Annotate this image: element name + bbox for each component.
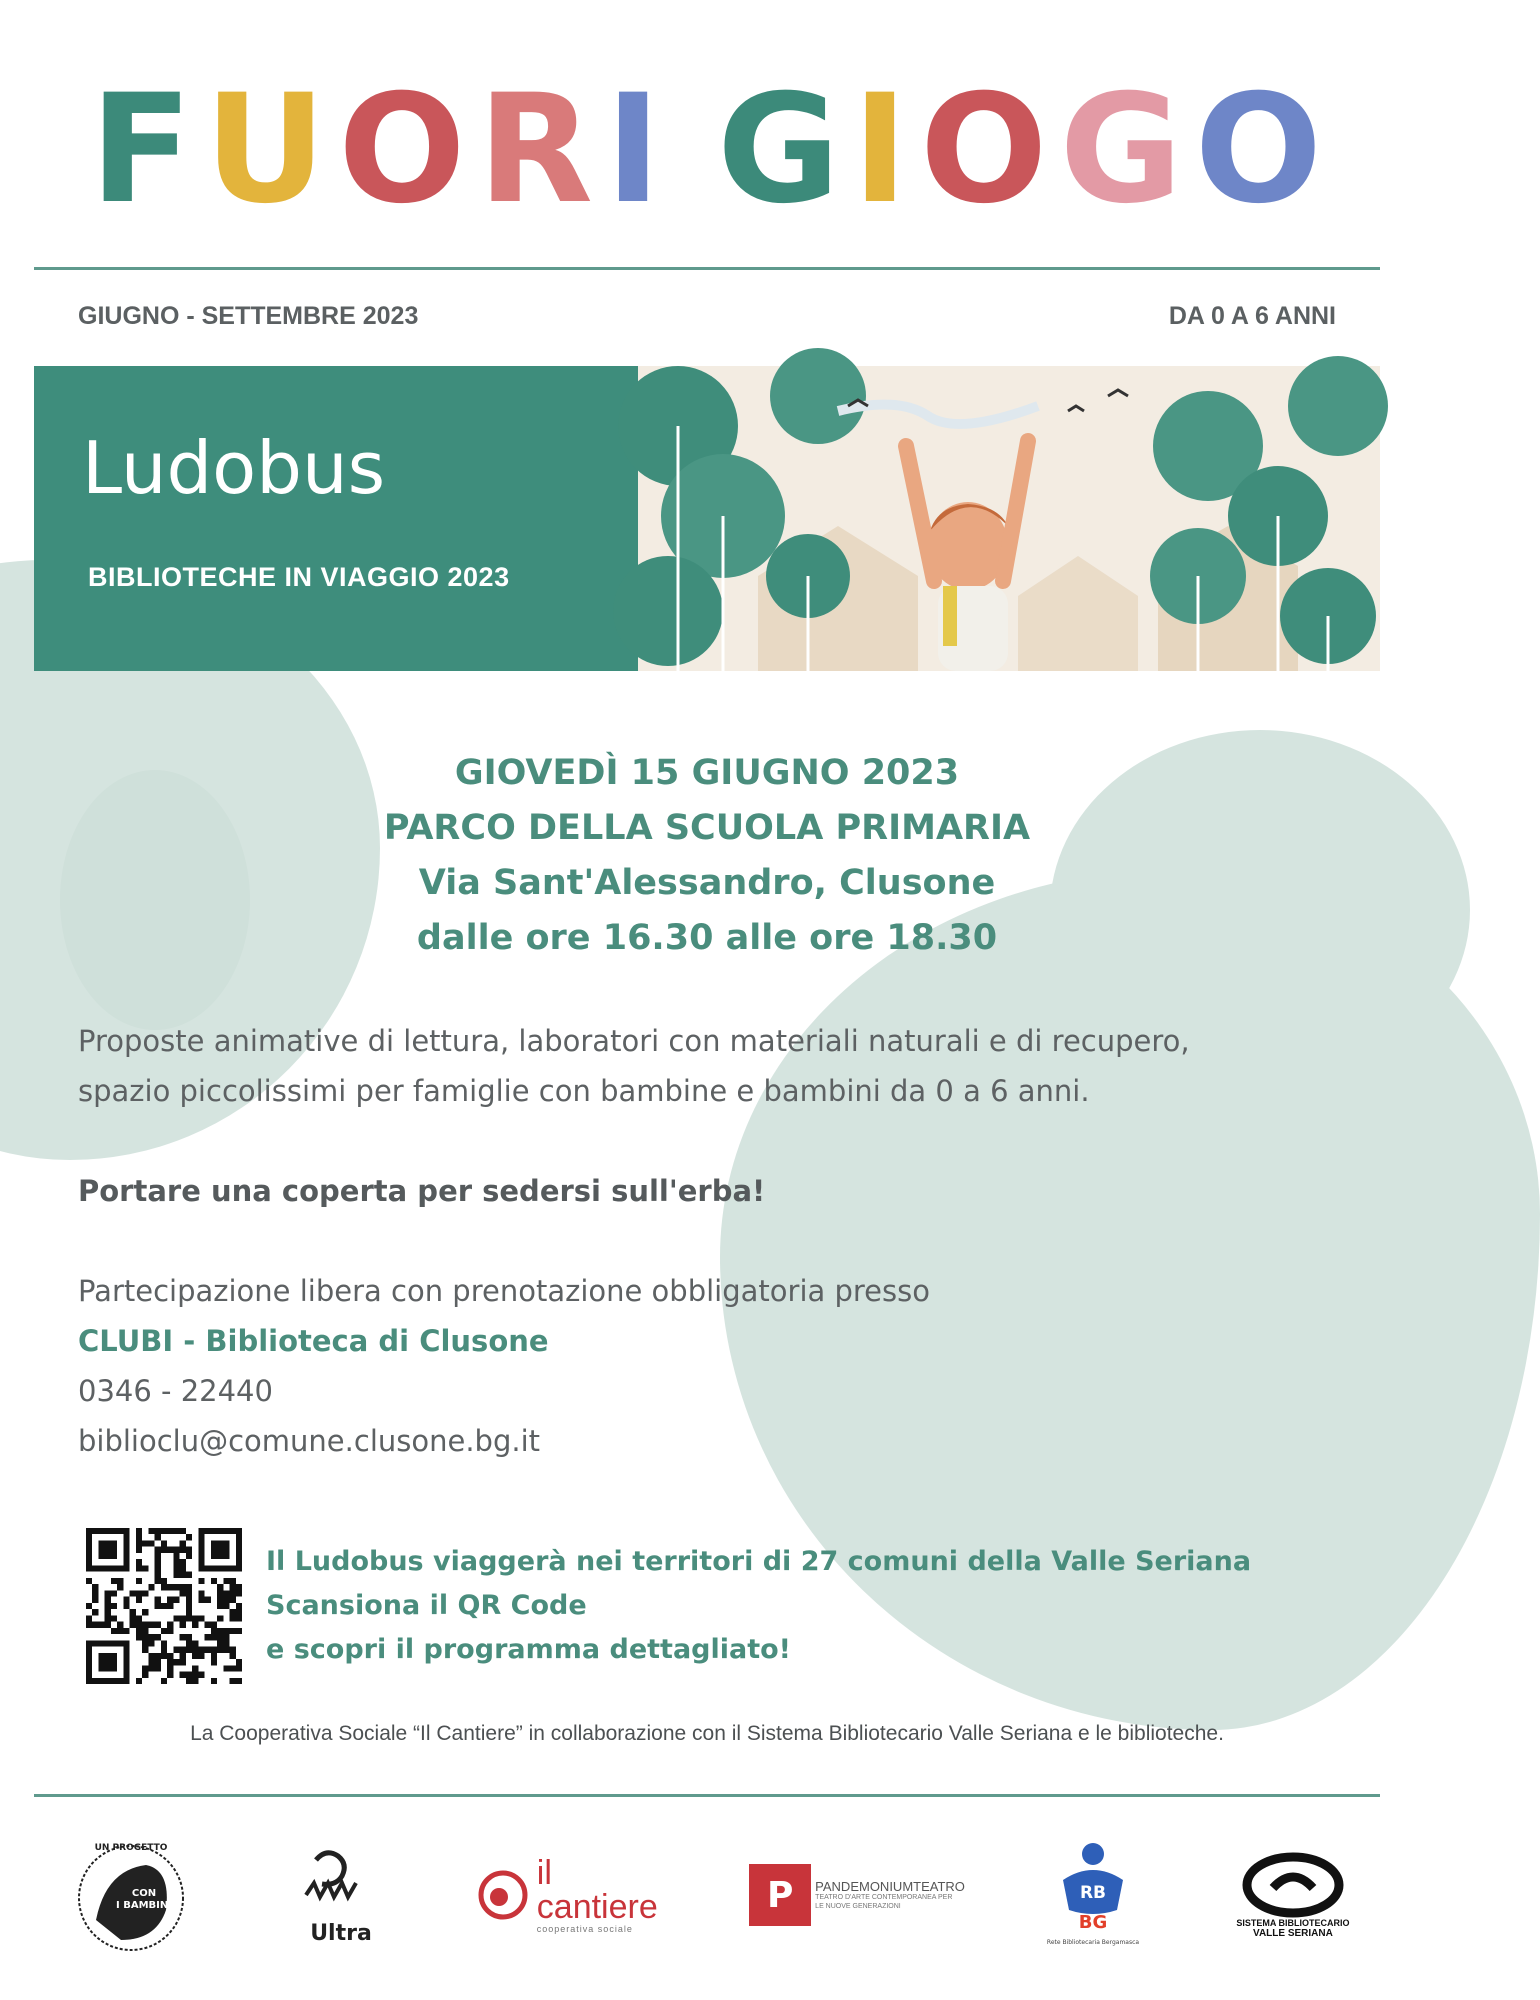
booking-info xyxy=(78,1266,930,1466)
banner-subtitle: BIBLIOTECHE IN VIAGGIO 2023 xyxy=(88,562,510,592)
title-letter: G xyxy=(717,63,843,237)
title-letter: F xyxy=(89,63,195,237)
pandemonium-mark-icon: P xyxy=(749,1864,811,1926)
logo-sistema-bibliotecario-valle-seriana xyxy=(1228,1852,1358,1939)
tiritera-word: Ultra xyxy=(310,1921,373,1946)
il-cantiere-circle-icon xyxy=(477,1869,529,1921)
qr-code[interactable] xyxy=(86,1528,242,1684)
booking-intro: Partecipazione libera con prenotazione obbligatoria presso xyxy=(78,1274,930,1308)
period-label: GIUGNO - SETTEMBRE 2023 xyxy=(78,302,419,330)
con-i-bambini-top: UN PROGETTO xyxy=(94,1843,168,1853)
partner-logos xyxy=(56,1820,1358,1970)
logo-pandemonium-teatro xyxy=(747,1864,965,1926)
booking-email[interactable]: biblioclu@comune.clusone.bg.it xyxy=(78,1424,541,1458)
promo-text xyxy=(266,1540,1251,1672)
title-letter: I xyxy=(852,63,910,237)
fuori-gioco-title xyxy=(0,60,1414,240)
description-line-1: Proposte animative di lettura, laboratori con materiali naturali e di recupero, xyxy=(78,1024,1190,1058)
sbvs-swirl-icon xyxy=(1243,1852,1343,1918)
rbbg-logo-mark xyxy=(1046,1840,1139,1950)
promo-line-2: Scansiona il QR Code xyxy=(266,1590,587,1621)
pandemonium-sub: TEATRO D'ARTE CONTEMPORANEA PER LE NUOVE GENERAZIONI xyxy=(815,1894,953,1910)
banner-illustration xyxy=(638,366,1380,671)
event-date: GIOVEDÌ 15 GIUGNO 2023 xyxy=(454,753,960,793)
credits: La Cooperativa Sociale “Il Cantiere” in collaborazione con il Sistema Bibliotecario Valle Seriana e le biblioteche. xyxy=(190,1722,1224,1745)
event-place: PARCO DELLA SCUOLA PRIMARIA xyxy=(383,808,1031,848)
con-i-bambini-logo-mark xyxy=(66,1830,196,1960)
rbbg-sub-text: Rete Bibliotecaria Bergamasca xyxy=(1046,1939,1139,1946)
top-divider xyxy=(34,267,1380,270)
logo-rete-bibliotecaria-bergamasca xyxy=(1038,1840,1148,1950)
promo-line-1: Il Ludobus viaggerà nei territori di 27 comuni della Valle Seriana xyxy=(266,1546,1252,1577)
il-cantiere-sub: cooperativa sociale xyxy=(536,1924,633,1934)
logo-tiritera xyxy=(286,1840,396,1950)
booking-venue: CLUBI - Biblioteca di Clusone xyxy=(78,1324,549,1358)
pandemonium-name: PANDEMONIUMTEATRO xyxy=(815,1879,965,1895)
rbbg-top-text: RB xyxy=(1079,1883,1106,1903)
promo-line-3: e scopri il programma dettagliato! xyxy=(266,1634,791,1665)
info-line xyxy=(78,302,1336,331)
ludobus-banner xyxy=(34,366,1380,671)
booking-phone[interactable]: 0346 - 22440 xyxy=(78,1374,273,1408)
tiritera-logo-mark xyxy=(296,1840,386,1950)
il-cantiere-name: il cantiere xyxy=(536,1854,658,1926)
sbvs-line-1: SISTEMA BIBLIOTECARIO xyxy=(1236,1917,1350,1928)
event-details xyxy=(0,746,1414,966)
age-range-label: DA 0 A 6 ANNI xyxy=(1168,302,1336,330)
reminder: Portare una coperta per sedersi sull'erba! xyxy=(78,1174,766,1208)
title-letter: U xyxy=(204,63,329,237)
title-letter: G xyxy=(1059,63,1185,237)
sbvs-line-2: VALLE SERIANA xyxy=(1253,1927,1333,1939)
title-letter: O xyxy=(1194,63,1325,237)
con-i-bambini-name-2: I BAMBINI xyxy=(116,1900,172,1911)
title-letter: O xyxy=(919,63,1050,237)
banner-title: Ludobus xyxy=(82,426,386,510)
con-i-bambini-name-1: CON xyxy=(131,1888,157,1899)
title-letter: R xyxy=(477,63,596,237)
logo-il-cantiere xyxy=(477,1856,667,1934)
event-address: Via Sant'Alessandro, Clusone xyxy=(418,863,996,903)
rbbg-bottom-text: BG xyxy=(1078,1912,1107,1933)
description xyxy=(78,1016,1190,1116)
title-letter: I xyxy=(605,63,664,237)
bottom-divider xyxy=(34,1794,1380,1797)
description-line-2: spazio piccolissimi per famiglie con bambine e bambini da 0 a 6 anni. xyxy=(78,1074,1090,1108)
event-time: dalle ore 16.30 alle ore 18.30 xyxy=(416,918,998,958)
logo-con-i-bambini xyxy=(56,1830,206,1960)
title-letter: O xyxy=(338,63,468,237)
